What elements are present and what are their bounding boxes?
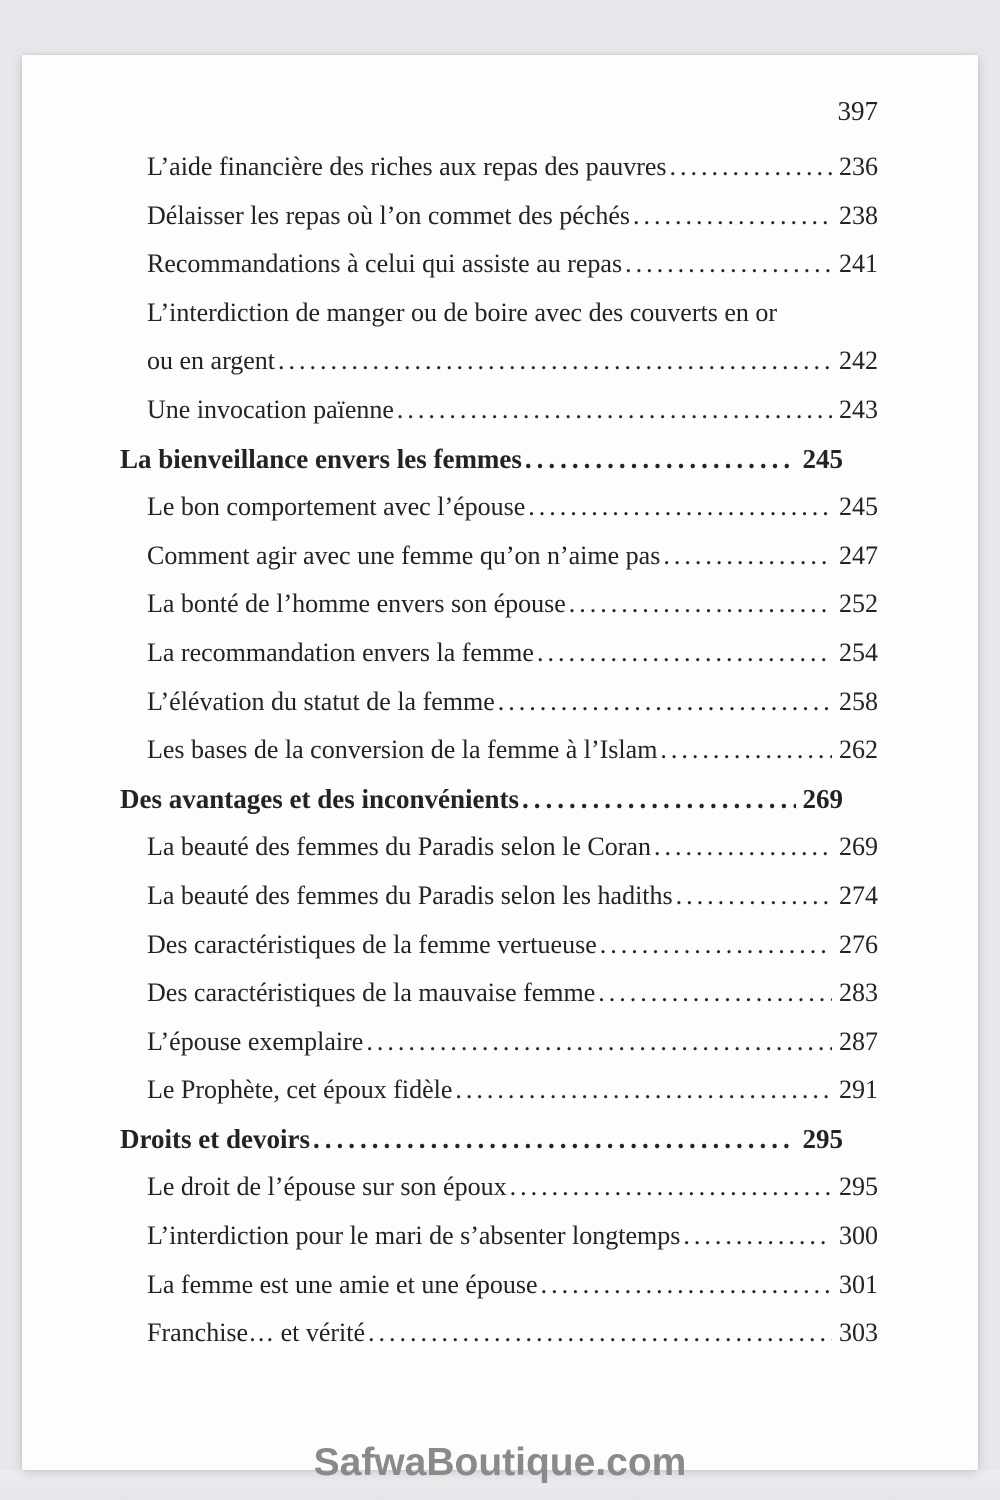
toc-entry-title: L’interdiction pour le mari de s’absenter longtemps <box>147 1221 681 1251</box>
toc-entry-title: La bonté de l’homme envers son épouse <box>147 589 566 619</box>
dot-leader <box>528 483 832 532</box>
toc-entry-page: 252 <box>839 589 878 619</box>
toc-entry-title: Le Prophète, cet époux fidèle <box>147 1075 453 1105</box>
toc-entry-page: 247 <box>839 540 878 570</box>
toc-entry-page: 276 <box>839 929 878 959</box>
toc-entry-page: 269 <box>802 783 843 814</box>
dot-leader <box>663 532 832 581</box>
dot-leader <box>600 921 832 970</box>
toc-entry-title: La beauté des femmes du Paradis selon les hadiths <box>147 880 673 910</box>
dot-leader <box>633 192 832 241</box>
toc-entry-page: 254 <box>839 637 878 667</box>
toc-entry-row <box>147 1212 878 1261</box>
dot-leader <box>683 1212 832 1261</box>
toc-entry-title: Le bon comportement avec l’épouse <box>147 492 526 522</box>
dot-leader <box>537 629 832 678</box>
toc-entry-page: 245 <box>839 492 878 522</box>
toc-entry-page: 243 <box>839 394 878 424</box>
toc-entry-page: 291 <box>839 1075 878 1105</box>
toc-entry-page: 287 <box>839 1026 878 1056</box>
toc-entry-title: Des avantages et des inconvénients <box>120 783 519 814</box>
toc-entry-title: L’épouse exemplaire <box>147 1026 364 1056</box>
toc-entry-row <box>147 289 878 338</box>
dot-leader <box>368 1309 832 1358</box>
dot-leader <box>498 678 832 727</box>
book-page <box>22 55 978 1470</box>
dot-leader <box>676 872 832 921</box>
toc-entry-title: Délaisser les repas où l’on commet des péchés <box>147 200 631 230</box>
toc-entry-row <box>147 1066 878 1115</box>
toc-entry-row <box>147 143 878 192</box>
toc-entry-row <box>147 532 878 581</box>
toc-entry-page: 262 <box>839 735 878 765</box>
page-number: 397 <box>837 96 878 126</box>
toc-entry-page: 258 <box>839 686 878 716</box>
toc-entry-title: La bienveillance envers les femmes <box>120 443 522 474</box>
toc-entry-title: Comment agir avec une femme qu’on n’aime pas <box>147 540 661 570</box>
toc-entry-title: Les bases de la conversion de la femme à l’Islam <box>147 735 658 765</box>
dot-leader <box>313 1115 796 1164</box>
toc-entry-title: L’aide financière des riches aux repas des pauvres <box>147 152 667 181</box>
toc-entry-row <box>147 386 878 435</box>
toc-entry-page: 241 <box>839 249 878 279</box>
toc-entry-row <box>147 1018 878 1067</box>
dot-leader <box>654 823 832 872</box>
toc-entry-page: 295 <box>802 1123 843 1154</box>
dot-leader <box>625 240 832 289</box>
toc-entry-row <box>147 240 878 289</box>
toc-entry-title: Une invocation païenne <box>147 394 394 424</box>
toc-entry-title: La recommandation envers la femme <box>147 637 534 667</box>
dot-leader <box>397 386 832 435</box>
toc-entry-page: 269 <box>839 832 878 862</box>
toc-entry-row <box>147 823 878 872</box>
dot-leader <box>525 435 796 484</box>
toc-entry-title: L’interdiction de manger ou de boire avec des couverts en or <box>147 297 778 327</box>
toc-entry-title: Droits et devoirs <box>120 1123 310 1154</box>
toc-entry-row <box>147 678 878 727</box>
toc-section-row <box>120 775 843 824</box>
toc-entry-page: 301 <box>839 1269 878 1299</box>
toc-entry-page: 303 <box>839 1318 878 1348</box>
dot-leader <box>455 1066 832 1115</box>
toc-entry-page: 295 <box>839 1172 878 1202</box>
toc-entry-title: Franchise… et vérité <box>147 1318 366 1348</box>
toc-section-row <box>120 1115 843 1164</box>
toc-entry-row <box>147 1309 878 1358</box>
toc-entry-page: 236 <box>839 152 878 181</box>
toc-entry-row <box>147 1261 878 1310</box>
toc-entry-row <box>147 1163 878 1212</box>
dot-leader <box>569 580 832 629</box>
toc-entry-row <box>147 872 878 921</box>
toc-entry-row <box>147 629 878 678</box>
toc-list <box>22 143 978 1358</box>
dot-leader <box>598 969 832 1018</box>
dot-leader <box>366 1018 832 1067</box>
toc-entry-page: 245 <box>802 443 843 474</box>
toc-entry-row <box>147 483 878 532</box>
toc-entry-title: Des caractéristiques de la mauvaise femme <box>147 978 596 1008</box>
toc-entry-row <box>147 969 878 1018</box>
toc-entry-page: 238 <box>839 200 878 230</box>
watermark-text: SafwaBoutique.com <box>313 1441 687 1484</box>
toc-entry-page: 283 <box>839 978 878 1008</box>
toc-entry-page: 274 <box>839 880 878 910</box>
toc-entry-title: Des caractéristiques de la femme vertueuse <box>147 929 597 959</box>
toc-entry-title: ou en argent <box>147 346 276 376</box>
toc-entry-page: 300 <box>839 1221 878 1251</box>
toc-entry-title: L’élévation du statut de la femme <box>147 686 495 716</box>
toc-entry-title: Recommandations à celui qui assiste au repas <box>147 249 623 279</box>
dot-leader <box>510 1163 832 1212</box>
toc-section-row <box>120 435 843 484</box>
dot-leader <box>278 337 832 386</box>
dot-leader <box>522 775 796 824</box>
dot-leader <box>541 1261 832 1310</box>
toc-entry-row <box>147 921 878 970</box>
toc-entry-page: 242 <box>839 346 878 376</box>
dot-leader <box>660 726 832 775</box>
toc-entry-row <box>147 726 878 775</box>
toc-entry-title: Le droit de l’épouse sur son époux <box>147 1172 507 1202</box>
toc-entry-row <box>147 192 878 241</box>
toc-entry-title: La beauté des femmes du Paradis selon le Coran <box>147 832 651 862</box>
dot-leader <box>670 143 832 192</box>
toc-entry-title: La femme est une amie et une épouse <box>147 1269 538 1299</box>
toc-entry-row <box>147 580 878 629</box>
toc-entry-row <box>147 337 878 386</box>
